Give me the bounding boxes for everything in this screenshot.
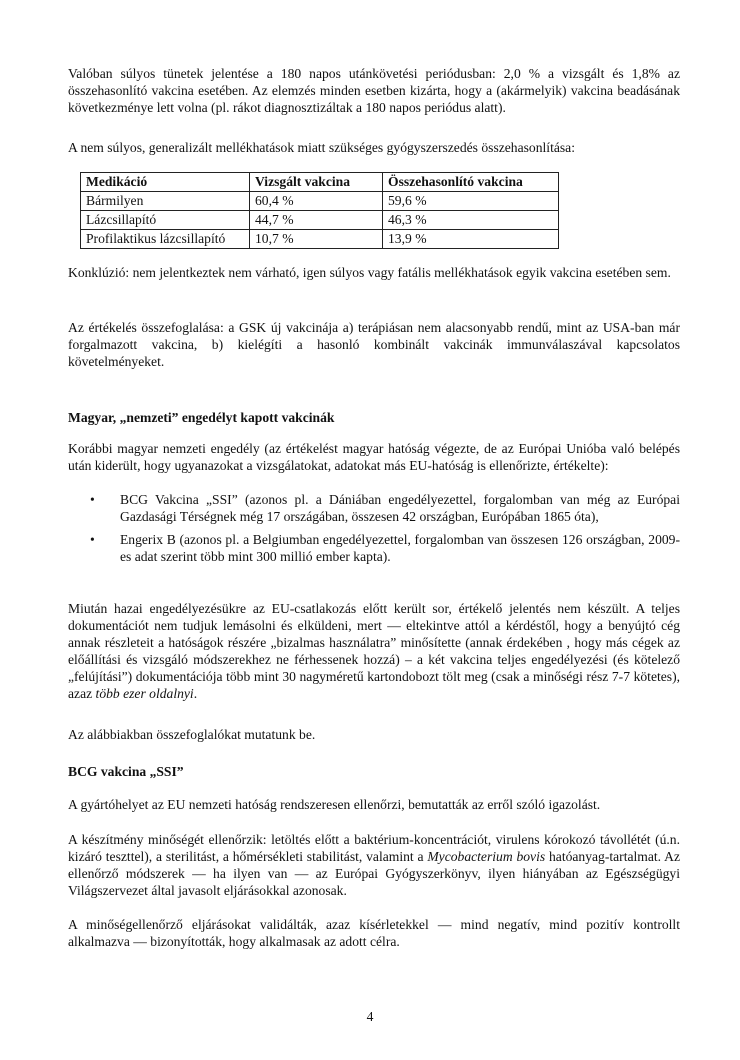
paragraph-national-license: Korábbi magyar nemzeti engedély (az értékelést magyar hatóság végezte, de az Európai Unióba való belépés után kiderült, hogy ugyanazokat a vizsgálatokat, adatokat más EU-hatóság is ellenőrizte, értékelte): xyxy=(68,441,680,473)
list-item-text: Engerix B (azonos pl. a Belgiumban engedélyezettel, forgalomban van összesen 126 országban, 2009-es adat szerint több mint 300 millió ember kapta). xyxy=(120,532,680,564)
paragraph-quality-control xyxy=(68,831,680,899)
list-item xyxy=(68,531,680,565)
table-cell: 60,4 % xyxy=(250,192,383,211)
table-row xyxy=(81,192,559,211)
paragraph-manufacturing-site: A gyártóhelyet az EU nemzeti hatóság rendszeresen ellenőrzi, bemutatták az erről szóló igazolást. xyxy=(68,797,601,812)
table-header-row xyxy=(81,173,559,192)
table-cell: 46,3 % xyxy=(383,211,559,230)
table-row xyxy=(81,230,559,249)
table-cell: 59,6 % xyxy=(383,192,559,211)
paragraph-text: A készítmény minőségét ellenőrzik: letöltés előtt a baktérium-koncentrációt, virulens kórokozó távollétét (ú.n. kizáró teszttel), a sterilitást, a hőmérsékleti stabilitást, valamint a xyxy=(68,832,680,864)
table-header-cell: Vizsgált vakcina xyxy=(250,173,383,192)
list-item-text: BCG Vakcina „SSI” (azonos pl. a Dániában engedélyezettel, forgalomban van még az Európai Gazdasági Térségnek még 17 országában, összesen 42 országban, Európában 1865 óta), xyxy=(120,492,680,524)
section-heading-bcg: BCG vakcina „SSI” xyxy=(68,764,184,779)
paragraph-documentation xyxy=(68,600,680,702)
bullet-icon: • xyxy=(90,492,95,507)
table-header-cell: Medikáció xyxy=(81,173,250,192)
table-cell: 10,7 % xyxy=(250,230,383,249)
paragraph-summary: Az értékelés összefoglalása: a GSK új vakcinája a) terápiásan nem alacsonyabb rendű, mint az USA-ban már forgalmazott vakcina, b) kielégíti a hasonló kombinált vakcinák immunválaszával kapcsolatos követelményeket. xyxy=(68,320,680,369)
table-cell: Bármilyen xyxy=(81,192,250,211)
paragraph-table-intro: A nem súlyos, generalizált mellékhatások miatt szükséges gyógyszerszedés összehasonlítása: xyxy=(68,140,575,155)
table-row xyxy=(81,211,559,230)
paragraph-validation: A minőségellenőrző eljárásokat validálták, azaz kísérletekkel — mind negatív, mind pozitív kontrollt alkalmazva — bizonyították, hogy alkalmasak az adott célra. xyxy=(68,917,680,949)
paragraph-text: Miután hazai engedélyezésükre az EU-csatlakozás előtt került sor, értékelő jelentés nem készült. A teljes dokumentációt nem tudjuk lemásolni és elküldeni, mert — eltekintve attól a kérdéstől, hogy a benyújtó cég annak részleteit a hatóságok részére „bizalmas használatra” minősítette (annak érdekében , hogy más cégek az előállítási és vizsgáló módszerekhez ne férhessenek hozzá) – a két vakcina teljes engedélyezési (és kötelező „felújítási”) dokumentációja több mint 30 nagyméretű kartondobozt tölt meg (csak a minőségi rész 7-7 kötetes), azaz xyxy=(68,601,680,701)
paragraph-summaries-intro: Az alábbiakban összefoglalókat mutatunk be. xyxy=(68,727,316,742)
medication-table xyxy=(80,172,559,249)
paragraph-conclusion: Konklúzió: nem jelentkeztek nem várható, igen súlyos vagy fatális mellékhatások egyik vakcina esetében sem. xyxy=(68,265,671,280)
table-cell: 13,9 % xyxy=(383,230,559,249)
emphasis-text: Mycobacterium bovis xyxy=(427,849,546,864)
paragraph-serious-symptoms: Valóban súlyos tünetek jelentése a 180 napos utánkövetési periódusban: 2,0 % a vizsgált és 1,8% az összehasonlító vakcina esetében. Az elemzés minden esetben kizárta, hogy a (akármelyik) vakcina beadásának következménye lett volna (pl. rákot diagnosztizáltak a 180 napos periódus alatt). xyxy=(68,66,680,115)
paragraph-text: hatóanyag-tartalmat. Az ellenőrző módszerek — ha ilyen van — az Európai Gyógyszerkönyv, ilyen hiányában az Egészségügyi Világszervezet által javasolt eljárásokkal azonosak. xyxy=(68,849,680,898)
vaccine-list xyxy=(68,491,680,571)
bullet-icon: • xyxy=(90,532,95,547)
page-number: 4 xyxy=(366,1009,374,1024)
table-cell: Lázcsillapító xyxy=(81,211,250,230)
table-cell: Profilaktikus lázcsillapító xyxy=(81,230,250,249)
list-item xyxy=(68,491,680,525)
table-header-cell: Összehasonlító vakcina xyxy=(383,173,559,192)
emphasis-text: több ezer oldalnyi xyxy=(95,686,194,701)
section-heading-national-vaccines: Magyar, „nemzeti” engedélyt kapott vakcinák xyxy=(68,410,335,425)
paragraph-text: . xyxy=(193,686,198,701)
table-cell: 44,7 % xyxy=(250,211,383,230)
